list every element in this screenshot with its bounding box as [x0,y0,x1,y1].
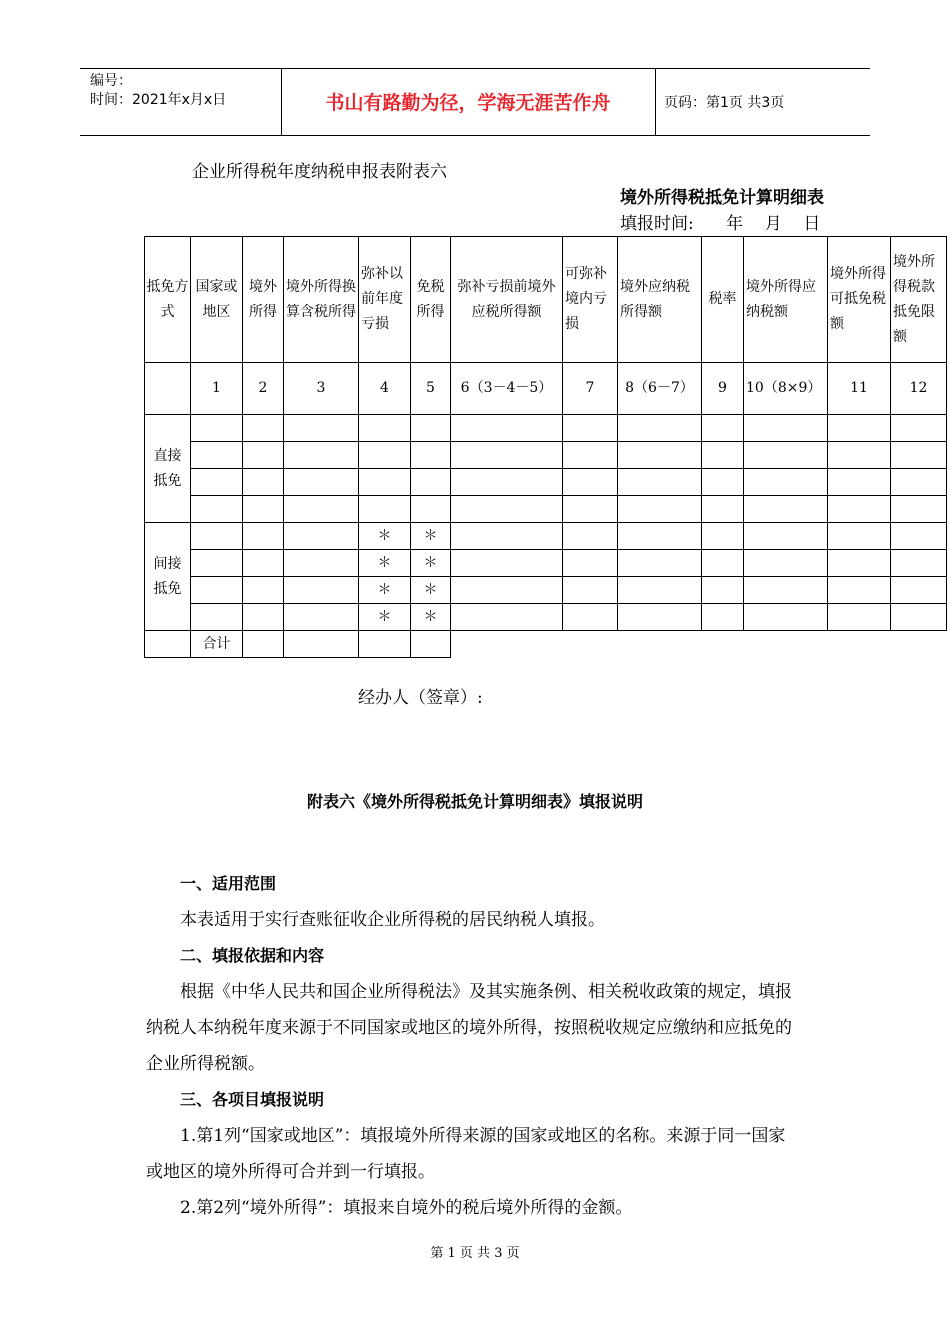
paragraph: 1.第1列“国家或地区”：填报境外所得来源的国家或地区的名称。来源于同一国家或地区的境外所得可合并到一行填报。 [146,1126,786,1182]
section-heading: 一、适用范围 [180,874,277,893]
signature-line: 经办人（签章）: [358,688,483,708]
col-number: 4 [359,363,411,415]
col-number [145,363,191,415]
col-header: 可弥补境内亏损 [563,237,618,363]
col-header: 抵免方式 [145,237,191,363]
total-label: 合计 [191,631,243,658]
fill-time: 填报时间: 年 月 日 [620,214,821,234]
page-info: 页码：第1页 共3页 [664,95,785,111]
na-mark: ＊ [359,523,411,550]
row-group-label: 间接抵免 [145,523,191,631]
na-mark: ＊ [359,577,411,604]
na-mark: ＊ [411,550,451,577]
col-number: 11 [828,363,891,415]
col-header: 境外所得应纳税额 [744,237,828,363]
table-row [145,415,947,442]
col-number: 10（8×9） [744,363,828,415]
col-header: 境外所得换算含税所得 [284,237,359,363]
paragraph: 本表适用于实行查账征收企业所得税的居民纳税人填报。 [180,910,605,930]
na-mark: ＊ [411,604,451,631]
table-row [145,523,947,550]
header-bottom-rule [80,135,870,136]
table-title: 境外所得税抵免计算明细表 [620,188,824,208]
table-row [145,604,947,631]
total-row [145,631,947,658]
col-number: 3 [284,363,359,415]
col-header: 弥补亏损前境外应税所得额 [451,237,563,363]
col-header: 弥补以前年度亏损 [359,237,411,363]
table-row [145,469,947,496]
form-subtitle: 企业所得税年度纳税申报表附表六 [192,162,447,182]
col-number: 6（3－4－5） [451,363,563,415]
header-top-rule [80,68,870,69]
credit-calculation-table [144,236,947,658]
section-heading: 三、各项目填报说明 [180,1090,325,1109]
header-divider [655,68,656,135]
col-number: 7 [563,363,618,415]
instructions-body [146,866,796,1226]
na-mark: ＊ [359,550,411,577]
table-row [145,577,947,604]
col-number: 1 [191,363,243,415]
column-number-row [145,363,947,415]
col-header: 境外所得 [243,237,284,363]
table-row [145,496,947,523]
paragraph: 根据《中华人民共和国企业所得税法》及其实施条例、相关税收政策的规定，填报纳税人本纳税年度来源于不同国家或地区的境外所得，按照税收规定应缴纳和应抵免的企业所得税额。 [146,982,792,1074]
date-label: 时间：2021年x月x日 [90,92,227,108]
col-number: 9 [702,363,744,415]
header-motto: 书山有路勤为径，学海无涯苦作舟 [325,92,611,114]
table-row [145,442,947,469]
col-header: 免税所得 [411,237,451,363]
col-header: 税率 [702,237,744,363]
table-row [145,550,947,577]
table-header-row [145,237,947,363]
serial-label: 编号： [90,73,132,89]
col-number: 5 [411,363,451,415]
row-group-label: 直接抵免 [145,415,191,523]
col-number: 8（6－7） [618,363,702,415]
col-number: 2 [243,363,284,415]
col-header: 国家或地区 [191,237,243,363]
na-mark: ＊ [359,604,411,631]
page-footer: 第 1 页 共 3 页 [430,1246,520,1261]
col-number: 12 [891,363,947,415]
col-header: 境外所得可抵免税额 [828,237,891,363]
col-header: 境外所得税款抵免限额 [891,237,947,363]
instructions-title: 附表六《境外所得税抵免计算明细表》填报说明 [306,792,643,811]
paragraph: 2.第2列“境外所得”：填报来自境外的税后境外所得的金额。 [180,1198,633,1218]
na-mark: ＊ [411,523,451,550]
section-heading: 二、填报依据和内容 [180,946,325,965]
col-header: 境外应纳税所得额 [618,237,702,363]
na-mark: ＊ [411,577,451,604]
